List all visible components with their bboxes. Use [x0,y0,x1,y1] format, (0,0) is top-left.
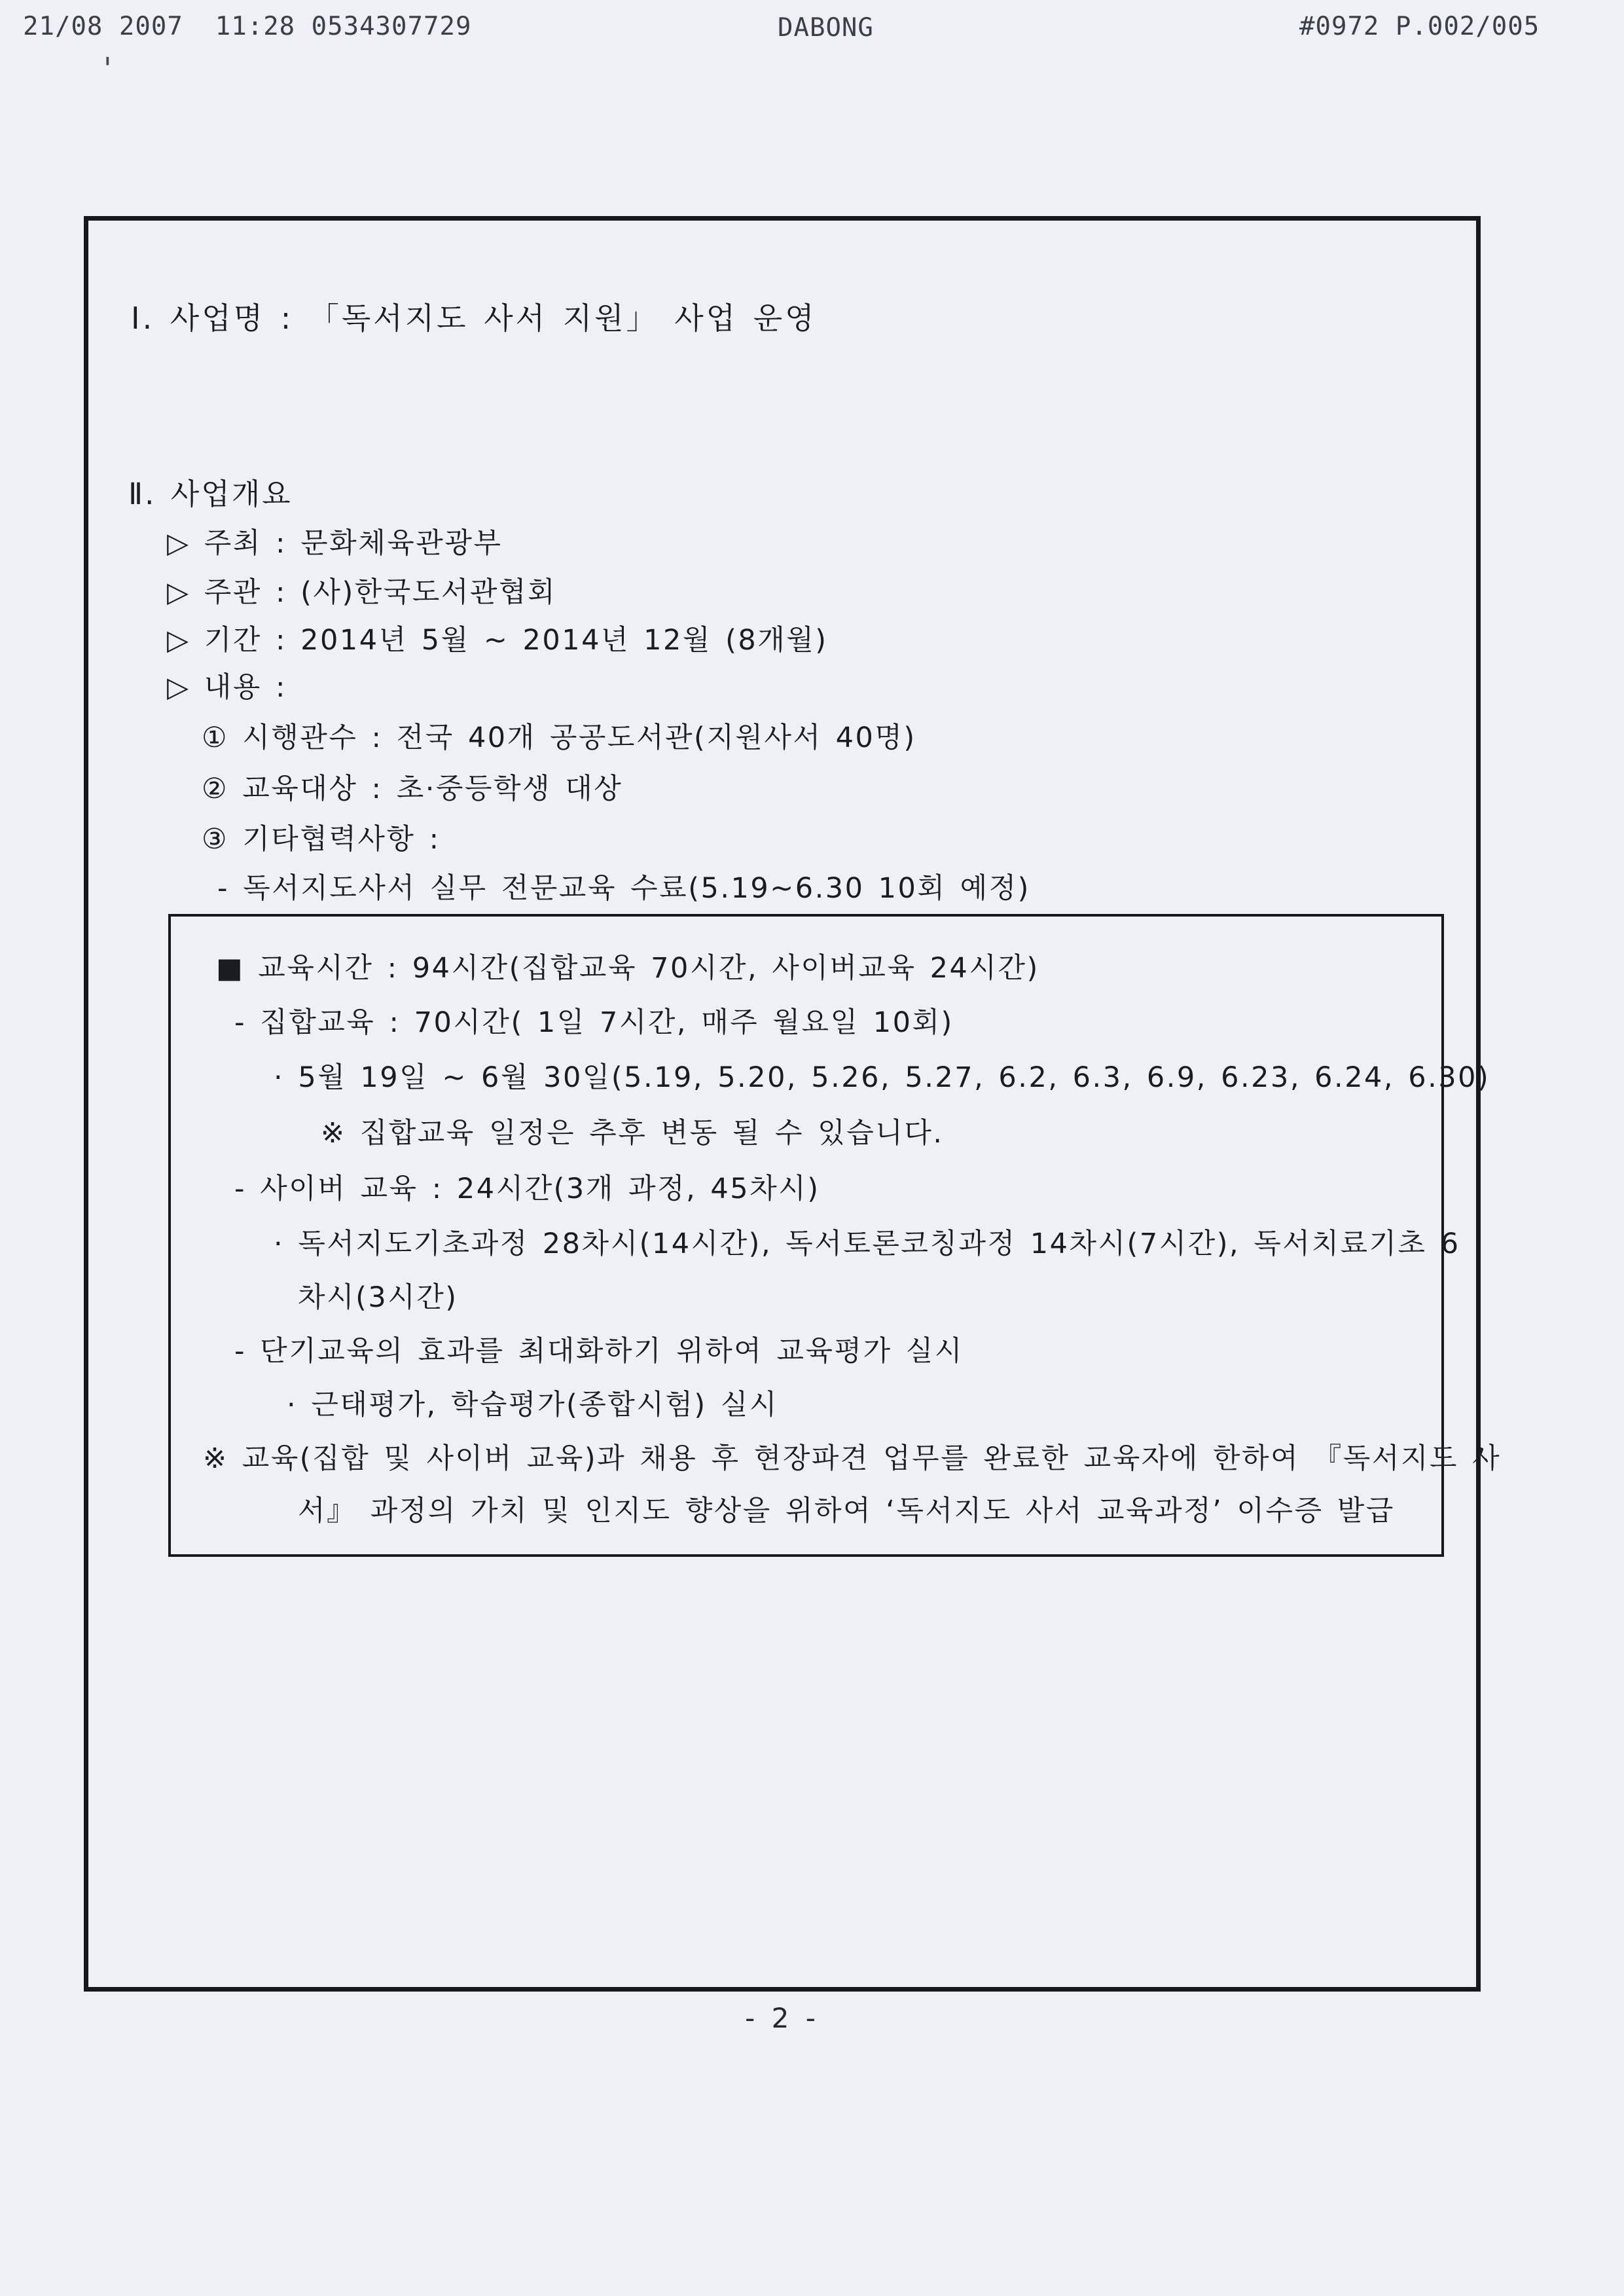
page-number: - 2 - [745,2002,820,2034]
section2-overview-heading: Ⅱ. 사업개요 [128,477,293,511]
section2-content-label: ▷ 내용 : [167,671,287,704]
edu-box-line-course-breakdown: · 독서지도기초과정 28차시(14시간), 독서토론코칭과정 14차시(7시간), 독서치료기초 6 [274,1228,1460,1260]
section2-detail3-cooperation: ③ 기타협력사항 : [202,823,441,856]
edu-box-line-certificate-note: ※ 교육(집합 및 사이버 교육)과 채용 후 현장파견 업무를 완료한 교육자에 한하여 『독서지도 사 [203,1442,1502,1475]
fax-header-sender: DABONG [778,13,874,43]
section2-detail2-target: ② 교육대상 : 초·중등학생 대상 [202,773,623,805]
scan-artifact-mark: ' [103,51,112,86]
edu-box-line-total-hours: ■ 교육시간 : 94시간(집합교육 70시간, 사이버교육 24시간) [216,952,1039,985]
section2-period-line: ▷ 기간 : 2014년 5월 ~ 2014년 12월 (8개월) [167,624,828,657]
section2-host-line: ▷ 주최 : 문화체육관광부 [167,527,503,560]
edu-box-line-evaluation-detail: · 근태평가, 학습평가(종합시험) 실시 [287,1389,778,1421]
edu-box-line-evaluation: - 단기교육의 효과를 최대화하기 위하여 교육평가 실시 [234,1335,964,1368]
section2-organizer-line: ▷ 주관 : (사)한국도서관협회 [167,576,556,609]
section1-project-name-title: Ⅰ. 사업명 : 「독서지도 사서 지원」 사업 운영 [131,301,817,336]
edu-box-line-schedule-dates: · 5월 19일 ~ 6월 30일(5.19, 5.20, 5.26, 5.27, 6.2, 6.3, 6.9, 6.23, 6.24, 6.30) [274,1061,1490,1094]
edu-box-line-course-breakdown-cont: 차시(3시간) [298,1281,458,1314]
fax-header-page-info: #0972 P.002/005 [1299,12,1540,41]
fax-header-datetime: 21/08 2007 11:28 0534307729 [23,12,472,41]
edu-box-line-schedule-notice: ※ 집합교육 일정은 추후 변동 될 수 있습니다. [321,1117,944,1150]
edu-box-line-cyber-training: - 사이버 교육 : 24시간(3개 과정, 45차시) [234,1173,820,1205]
section2-detail3-note-training: - 독서지도사서 실무 전문교육 수료(5.19~6.30 10회 예정) [217,872,1030,905]
edu-box-line-group-training: - 집합교육 : 70시간( 1일 7시간, 매주 월요일 10회) [234,1006,954,1039]
edu-box-line-certificate-note-cont: 서』 과정의 가치 및 인지도 향상을 위하여 ‘독서지도 사서 교육과정’ 이수증 발급 [298,1495,1395,1527]
section2-detail1-libraries: ① 시행관수 : 전국 40개 공공도서관(지원사서 40명) [202,721,916,754]
